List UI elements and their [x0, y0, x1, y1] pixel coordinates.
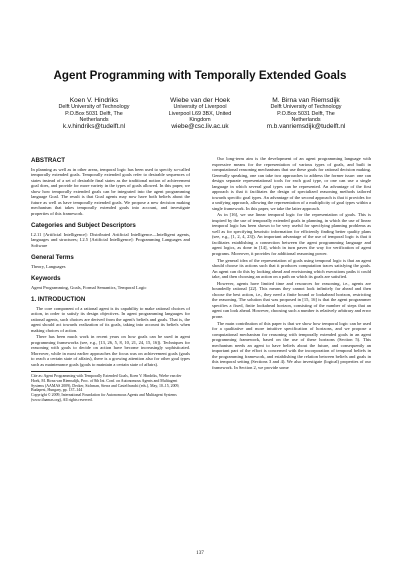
- body-paragraph: As in [16], we use linear temporal logic for the representation of goals. This is inspired by the use of temporally extended goals in planning, in which the use of linear temporal logic has been shown to be very useful for specifying planning problems as well as for specifying heuristic information for efficiently finding better quality plans (see, e.g., [1, 2, 4, 23]). An important advantage of the use of temporal logic is that it facilitates establishing a connection between the agent programming language and agent logics, as done in [14], which in turn paves the way for verification of agent programs. Moreover, it provides for additional reasoning power.: [212, 212, 371, 256]
- body-paragraph: Our long-term aim is the development of an agent programming language with expressive means for the representation of various types of goals, and built in computational reasoning mechanisms that use these goals for rational decision making. Generally speaking, one can take two approaches to address the former issue: one can design separate representational tools for each goal type, or one can use a single language in which several goal types can be represented. An advantage of the first approach is that it facilitates the design of specialized reasoning methods tailored towards specific goal types. An advantage of the second approach is that it provides for a unifying approach, allowing the representation of a multiplicity of goal types within a single framework. In this paper, we take the latter approach.: [212, 156, 371, 211]
- author-affiliation: Delft University of Technology: [58, 104, 130, 111]
- citation-footnote: Cite as: Agent Programming with Temporally Extended Goals, Koen V. Hindriks, Wiebe van der Hoek, M. Birna van Riemsdijk, Proc. of 8th Int. Conf. on Autonomous Agents and Multiagent Systems (AAMAS 2009), Decker, Sichman, Sierra and Castelfranchi (eds.), May, 10–15, 2009, Budapest, Hungary, pp. 137–144: [31, 374, 182, 393]
- intro-paragraph: There has been much work in recent years on how goals can be used in agent programming frameworks (see, e.g., [13, 26, 5, 8, 10, 21, 24, 15, 16]). Techniques for reasoning with goals to decide on action have become increasingly sophisticated. Moreover, while in most earlier approaches the focus was on achievement goals (goals to reach a certain state of affairs), there is a growing attention also for other goal types such as maintenance goals (goals to maintain a certain state of affairs).: [31, 334, 190, 367]
- author-address: Liverpool L69 3BX, United: [168, 110, 232, 117]
- footnote-rule: [31, 371, 91, 372]
- body-paragraph: The main contribution of this paper is that we show how temporal logic can be used for a qualitative and more intuitive specification of horizons, and we propose a computational mechanism for reasoning with temporally extended goals in an agent programming framework, based on the use of these horizons (Section 5). This mechanism needs an agent to have beliefs about the future, and consequently an important part of the effort is concerned with the incorporation of temporal beliefs in the programming framework, and establishing the relation between beliefs and goals in this temporal setting (Sections 3 and 4). We also investigate (logical) properties of our framework. In Section 2, we provide some: [212, 320, 371, 370]
- author-block: [42, 97, 358, 131]
- general-terms-heading: General Terms: [31, 254, 74, 261]
- author-address: P.O.Box 5031 Delft, The: [65, 110, 123, 117]
- left-column: [31, 157, 190, 403]
- author-country: Kingdom: [189, 116, 211, 123]
- author-address: P.O.Box 5031 Delft, The: [277, 110, 335, 117]
- right-column: [212, 156, 371, 371]
- author-country: Netherlands: [79, 116, 109, 123]
- author-2: [148, 97, 252, 131]
- keywords-text: Agent Programming, Goals, Formal Semantics, Temporal Logic: [31, 284, 147, 290]
- abstract-heading: ABSTRACT: [31, 157, 66, 164]
- paper-title: Agent Programming with Temporally Extended Goals: [53, 69, 347, 82]
- author-1: [42, 97, 146, 131]
- abstract-text: In planning as well as in other areas, temporal logic has been used to specify so-called temporally extended goals. Temporally extended goals refer to desirable sequences of states instead of a set of desirable final states as the traditional notion of achievement goal does, and provide for more variety in the types of goals allowed. In this paper, we show how temporally extended goals can be integrated into the agent programming language Goal. The result is that Goal agents may now have both beliefs about the future as well as have temporally extended goals. We propose a new decision making mechanism that takes temporally extended goals into account, and investigate properties of this framework.: [31, 166, 190, 216]
- author-email: m.b.vanriemsdijk@tudelft.nl: [266, 123, 346, 131]
- body-paragraph: However, agents have limited time and resources for reasoning, i.e., agents are boundedly rational [22]. This means they cannot look infinitely far ahead and then choose the best action, i.e., they need a finite bound or lookahead horizon, restricting the reasoning. The solution that was proposed in [15, 16] is that the agent programmer specifies a fixed, finite lookahead horizon, consisting of the number of steps that an agent can look ahead. However, choosing such a number is relatively arbitrary and error prone.: [212, 280, 371, 319]
- keywords-heading: Keywords: [31, 275, 61, 282]
- general-terms-text: Theory, Languages: [31, 263, 66, 269]
- author-country: Netherlands: [291, 116, 321, 123]
- categories-heading: Categories and Subject Descriptors: [31, 222, 136, 229]
- intro-paragraph: The core component of a rational agent is its capability to make rational choices of action, in order to satisfy its design objectives. In agent programming languages for rational agents, such choices are derived from the agent's beliefs and goals. That is, the agent should act towards realization of its goals, taking into account its beliefs when making choices of action.: [31, 305, 190, 333]
- page-number: 137: [196, 550, 204, 556]
- author-3: [254, 97, 358, 131]
- author-affiliation: University of Liverpool: [173, 104, 227, 111]
- author-email: wiebe@csc.liv.ac.uk: [171, 123, 229, 131]
- author-name: Koen V. Hindriks: [69, 97, 119, 104]
- author-name: M. Birna van Riemsdijk: [272, 97, 340, 104]
- author-affiliation: Delft University of Technology: [270, 104, 342, 111]
- copyright-footnote: Copyright © 2009, International Foundation for Autonomous Agents and Multiagent Systems (www.ifaamas.org), All rights reserved.: [31, 393, 177, 402]
- author-email: k.v.hindriks@tudelft.nl: [62, 123, 126, 131]
- body-paragraph: The general idea of the representation of goals using temporal logic is that an agent should choose its actions such that it produces computation traces satisfying the goals. An agent can do this by looking ahead and envisioning which executions paths it could take, and then choosing an action on a path on which its goals are satisfied.: [212, 257, 371, 280]
- author-name: Wiebe van der Hoek: [170, 97, 230, 104]
- categories-text: I.2.11 [Artificial Intelligence]: Distributed Artificial Intelligence—Intelligent agents, languages and structures; I.2.5 [Artificial Intelligence]: Programming Languages and Software: [31, 231, 190, 248]
- introduction-heading: 1. INTRODUCTION: [31, 296, 86, 303]
